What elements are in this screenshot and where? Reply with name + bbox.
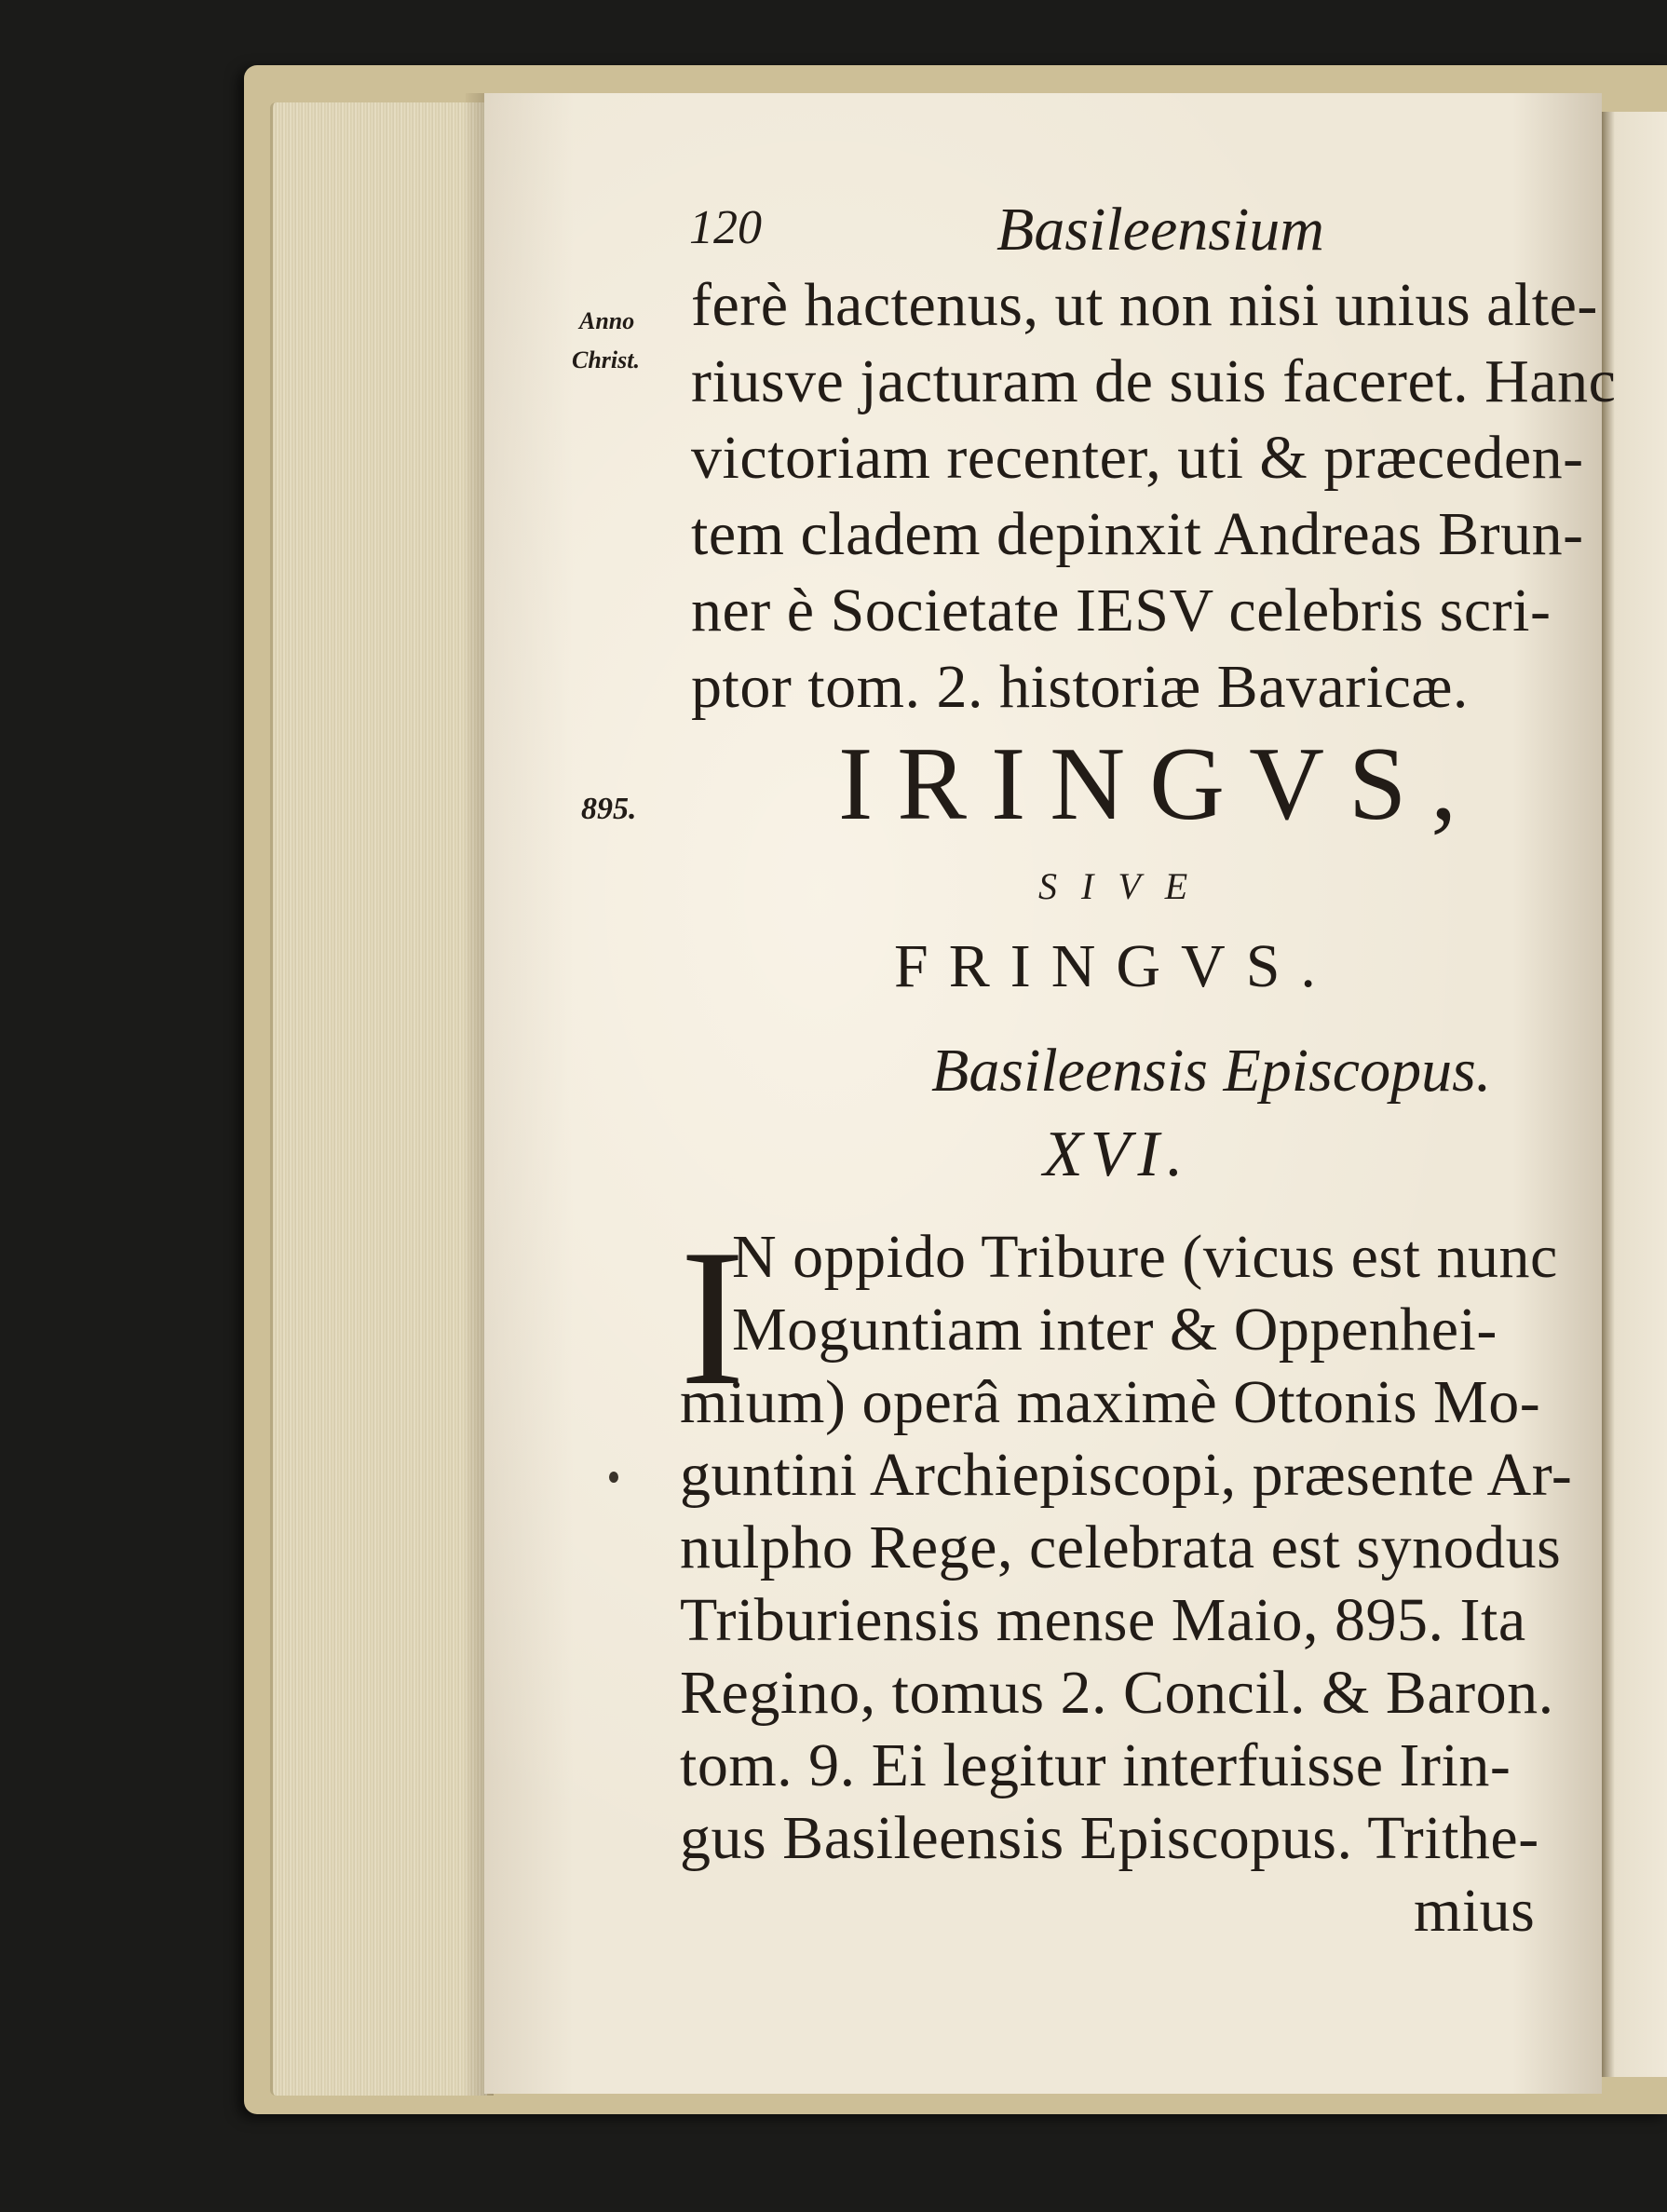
text-line: tem cladem depinxit Andreas Brun- — [691, 500, 1584, 568]
margin-note-christ: Christ. — [572, 346, 640, 373]
running-title: Basileensium — [996, 196, 1324, 264]
see-heading: Basileensis Episcopus. — [931, 1037, 1492, 1105]
drop-capital: I — [680, 1210, 745, 1426]
text-line: guntini Archiepiscopi, præsente Ar- — [680, 1441, 1573, 1509]
text-line: mium) operâ maximè Ottonis Mo- — [680, 1368, 1541, 1436]
catchword: mius — [1414, 1877, 1536, 1945]
bishop-number: XVI. — [1043, 1119, 1191, 1190]
text-line: nulpho Rege, celebrata est synodus — [680, 1513, 1562, 1581]
page-edges — [270, 102, 487, 2096]
ink-speck — [609, 1472, 618, 1483]
bishop-name-heading: IRINGVS, — [838, 726, 1482, 842]
text-line: riusve jacturam de suis faceret. Hanc — [691, 347, 1617, 415]
page-number: 120 — [689, 201, 762, 254]
text-line: ferè hactenus, ut non nisi unius alte- — [691, 271, 1598, 339]
text-line: ptor tom. 2. historiæ Bavaricæ. — [691, 653, 1469, 721]
running-head — [689, 196, 1546, 275]
alt-name-heading: FRINGVS. — [894, 932, 1336, 1000]
text-line: gus Basileensis Episcopus. Trithe- — [680, 1804, 1539, 1872]
sive-label: SIVE — [1038, 865, 1213, 907]
margin-note-year: 895. — [581, 792, 637, 826]
text-line: Moguntiam inter & Oppenhei- — [732, 1296, 1498, 1364]
text-line: ner è Societate IESV celebris scri- — [691, 577, 1552, 645]
margin-note-anno: Anno — [579, 307, 635, 334]
text-line: Triburiensis mense Maio, 895. Ita — [680, 1586, 1526, 1654]
text-line: victoriam recenter, uti & præceden- — [691, 424, 1584, 492]
text-line: tom. 9. Ei legitur interfuisse Irin- — [680, 1731, 1511, 1799]
text-line: Regino, tomus 2. Concil. & Baron. — [680, 1659, 1554, 1727]
text-line: N oppido Tribure (vicus est nunc — [732, 1223, 1558, 1291]
